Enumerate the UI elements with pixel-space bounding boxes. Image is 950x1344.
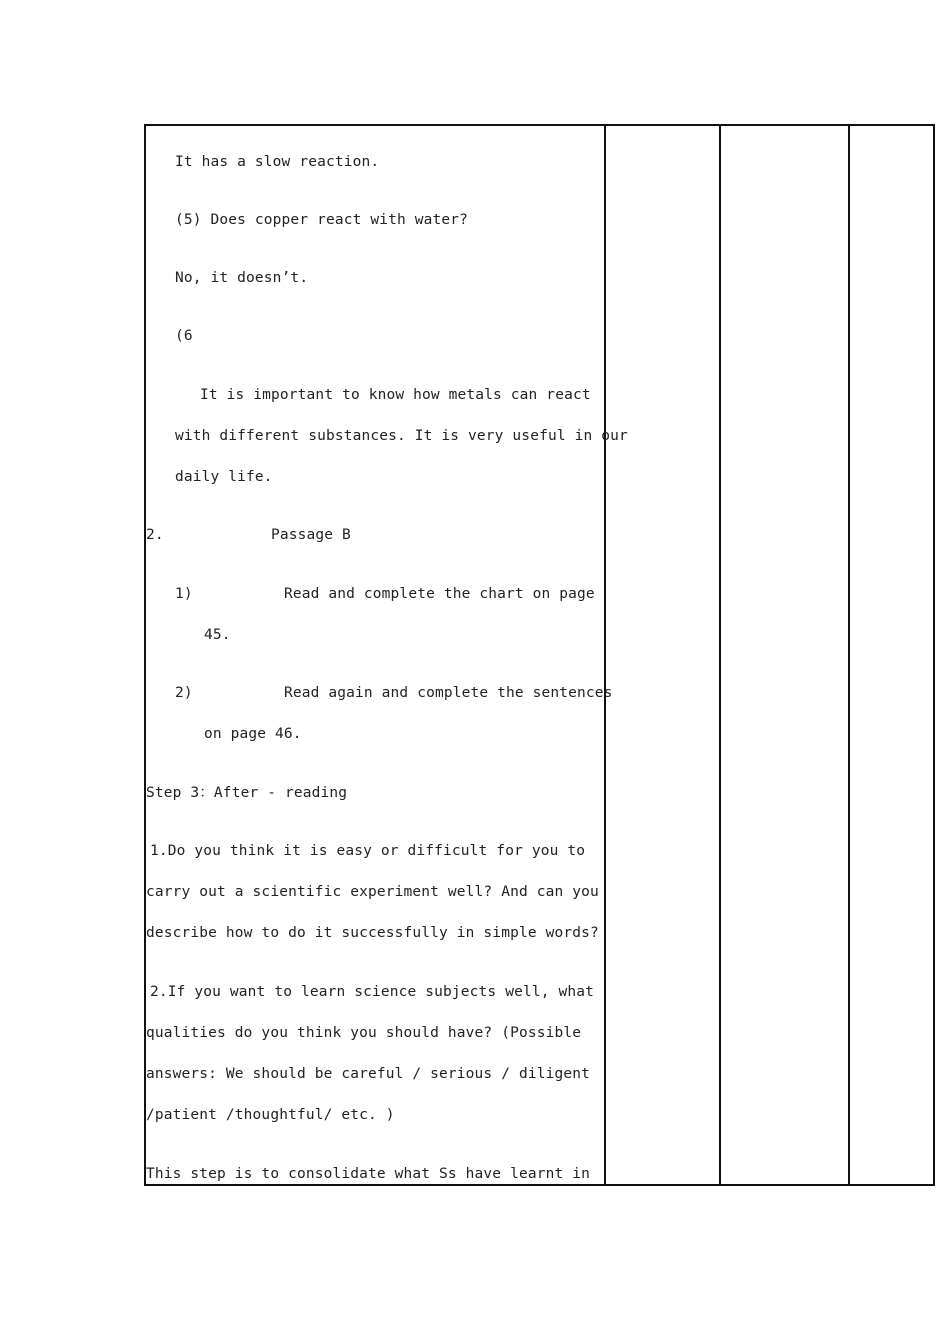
empty-cell-3 — [721, 126, 848, 1184]
text-line: (6 — [175, 328, 193, 344]
text-line: 1.Do you think it is easy or difficult for you to — [150, 843, 586, 859]
text-line: Read again and complete the sentences — [284, 685, 613, 701]
text-line: qualities do you think you should have? (Possible — [146, 1025, 582, 1041]
text-line: 45. — [204, 627, 231, 643]
list-number: 2) — [175, 685, 193, 701]
text-line: describe how to do it successfully in simple words? — [146, 925, 599, 941]
section-heading: Passage B — [271, 527, 351, 543]
text-line: No, it doesn’t. — [175, 270, 309, 286]
text-line: with different substances. It is very useful in our — [175, 428, 628, 444]
list-number: 1) — [175, 586, 193, 602]
text-line: answers: We should be careful / serious / diligent — [146, 1066, 590, 1082]
text-line: Read and complete the chart on page — [284, 586, 595, 602]
lesson-plan-table — [144, 124, 935, 1186]
procedure-cell — [146, 126, 628, 1184]
list-number: 2. — [146, 527, 164, 543]
text-line: This step is to consolidate what Ss have learnt in — [146, 1166, 590, 1182]
step-heading: Step 3：After - reading — [146, 785, 348, 801]
text-line: It has a slow reaction. — [175, 154, 380, 170]
text-line: 2.If you want to learn science subjects well, what — [150, 984, 594, 1000]
text-line: /patient /thoughtful/ etc. ) — [146, 1107, 395, 1123]
text-line: daily life. — [175, 469, 273, 485]
text-line: (5) Does copper react with water? — [175, 212, 469, 228]
text-line: carry out a scientific experiment well? And can you — [146, 884, 599, 900]
text-line: It is important to know how metals can react — [200, 387, 591, 403]
text-line: on page 46. — [204, 726, 302, 742]
empty-cell-2 — [606, 126, 719, 1184]
empty-cell-4 — [850, 126, 933, 1184]
